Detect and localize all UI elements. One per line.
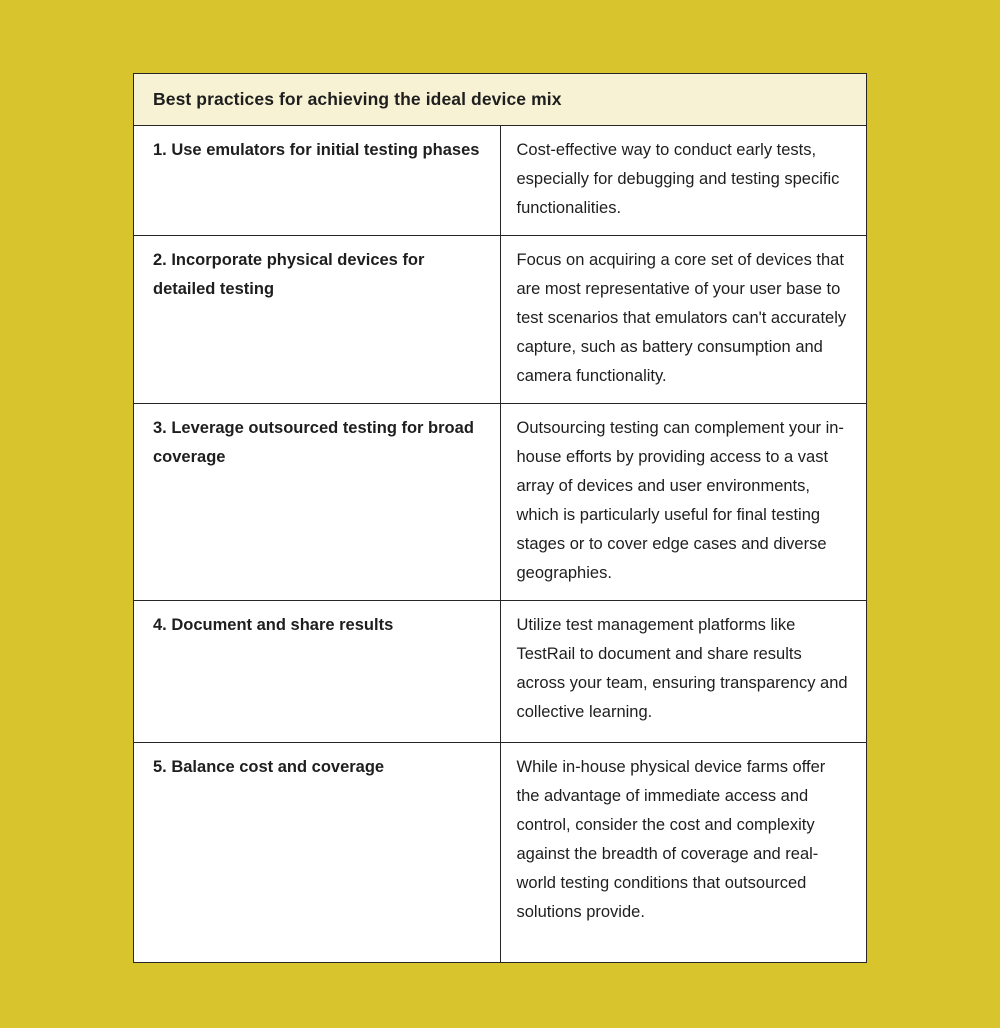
table-row [134,126,867,236]
description-cell: Focus on acquiring a core set of devices that are most representative of your user base to test scenarios that emulators can't accurately capture, such as battery consumption and camera functionality. [500,236,867,404]
table-row [134,601,867,743]
table-title: Best practices for achieving the ideal device mix [134,74,867,126]
practice-cell: 5. Balance cost and coverage [134,743,501,963]
table-row [134,404,867,601]
best-practices-table [133,73,867,963]
practice-cell: 4. Document and share results [134,601,501,743]
practice-cell: 1. Use emulators for initial testing phases [134,126,501,236]
description-cell: Cost-effective way to conduct early tests, especially for debugging and testing specific functionalities. [500,126,867,236]
description-cell: Outsourcing testing can complement your in-house efforts by providing access to a vast array of devices and user environments, which is particularly useful for final testing stages or to cover edge cases and diverse geographies. [500,404,867,601]
best-practices-table-container [133,73,867,963]
description-cell: Utilize test management platforms like TestRail to document and share results across your team, ensuring transparency and collective learning. [500,601,867,743]
practice-cell: 3. Leverage outsourced testing for broad coverage [134,404,501,601]
description-cell: While in-house physical device farms offer the advantage of immediate access and control, consider the cost and complexity against the breadth of coverage and real-world testing conditions that outsourced solutions provide. [500,743,867,963]
table-row [134,236,867,404]
practice-cell: 2. Incorporate physical devices for detailed testing [134,236,501,404]
table-row [134,743,867,963]
table-header-row [134,74,867,126]
